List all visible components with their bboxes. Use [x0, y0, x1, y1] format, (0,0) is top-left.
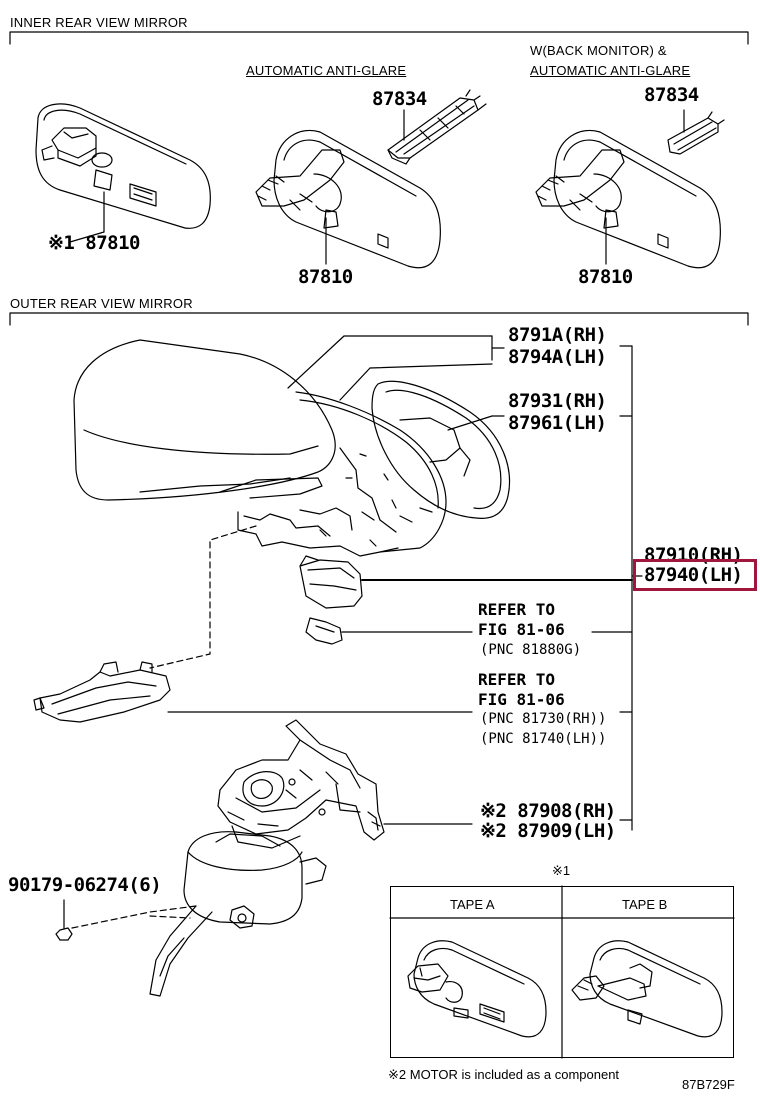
tape-b-label: TAPE B	[622, 897, 668, 912]
tape-a-label: TAPE A	[450, 897, 495, 912]
ref2-line2[interactable]: FIG 81-06	[478, 690, 565, 709]
part-number-87940-lh[interactable]: 87940(LH)	[644, 564, 743, 586]
part-number-87910-rh[interactable]: 87910(RH)	[644, 544, 743, 566]
part-number-87834-back[interactable]: 87834	[644, 84, 699, 106]
assembly-dashed-lines	[72, 526, 256, 928]
tape-box-marker: ※1	[552, 863, 571, 878]
part-number-87909-lh[interactable]: ※2 87909(LH)	[480, 820, 616, 842]
ref1-line1: REFER TO	[478, 600, 556, 619]
part-number-87961-lh[interactable]: 87961(LH)	[508, 412, 607, 434]
part-number-8791a-rh[interactable]: 8791A(RH)	[508, 324, 607, 346]
part-number-87810-back[interactable]: 87810	[578, 266, 633, 288]
inner-mirror-plain	[36, 104, 210, 228]
variant-back-label-line1: W(BACK MONITOR) &	[530, 43, 667, 58]
outer-mirror-lamp	[300, 556, 362, 608]
outer-mirror-motor-bracket	[218, 720, 384, 848]
part-number-87834-auto[interactable]: 87834	[372, 88, 427, 110]
ref2-line4: (PNC 81740(LH))	[480, 731, 607, 747]
inner-mirror-back-monitor	[536, 112, 724, 268]
outer-mirror-cover	[74, 340, 335, 500]
inner-section-title: INNER REAR VIEW MIRROR	[10, 15, 188, 30]
ref1-line3: (PNC 81880G)	[480, 642, 582, 658]
inner-mirror-auto	[256, 90, 486, 268]
outer-mirror-glass	[372, 381, 509, 518]
outer-mirror-base	[150, 832, 326, 996]
part-number-90179-06274[interactable]: 90179-06274(6)	[8, 874, 162, 896]
variant-back-label-line2: AUTOMATIC ANTI-GLARE	[530, 63, 691, 78]
outer-section-title: OUTER REAR VIEW MIRROR	[10, 296, 193, 311]
footnote-motor: ※2 MOTOR is included as a component	[388, 1067, 620, 1082]
outer-mirror-screw	[56, 900, 72, 940]
outer-mirror-housing	[238, 392, 446, 556]
variant-auto-label: AUTOMATIC ANTI-GLARE	[246, 63, 407, 78]
outer-mirror-turn-signal	[34, 662, 170, 722]
outer-section-frame	[10, 313, 748, 325]
figure-code: 87B729F	[682, 1077, 735, 1092]
ref2-line3: (PNC 81730(RH))	[480, 711, 607, 727]
ref1-line2[interactable]: FIG 81-06	[478, 620, 565, 639]
ref2-line1: REFER TO	[478, 670, 556, 689]
tape-box	[390, 886, 734, 1058]
part-number-87908-rh[interactable]: ※2 87908(RH)	[480, 800, 616, 822]
part-number-8794a-lh[interactable]: 8794A(LH)	[508, 346, 607, 368]
part-number-87931-rh[interactable]: 87931(RH)	[508, 390, 607, 412]
part-number-87810-plain[interactable]: ※1 87810	[48, 232, 140, 254]
outer-mirror-bulb	[306, 618, 342, 644]
highlight-box-87940	[633, 559, 757, 591]
part-number-87810-auto[interactable]: 87810	[298, 266, 353, 288]
